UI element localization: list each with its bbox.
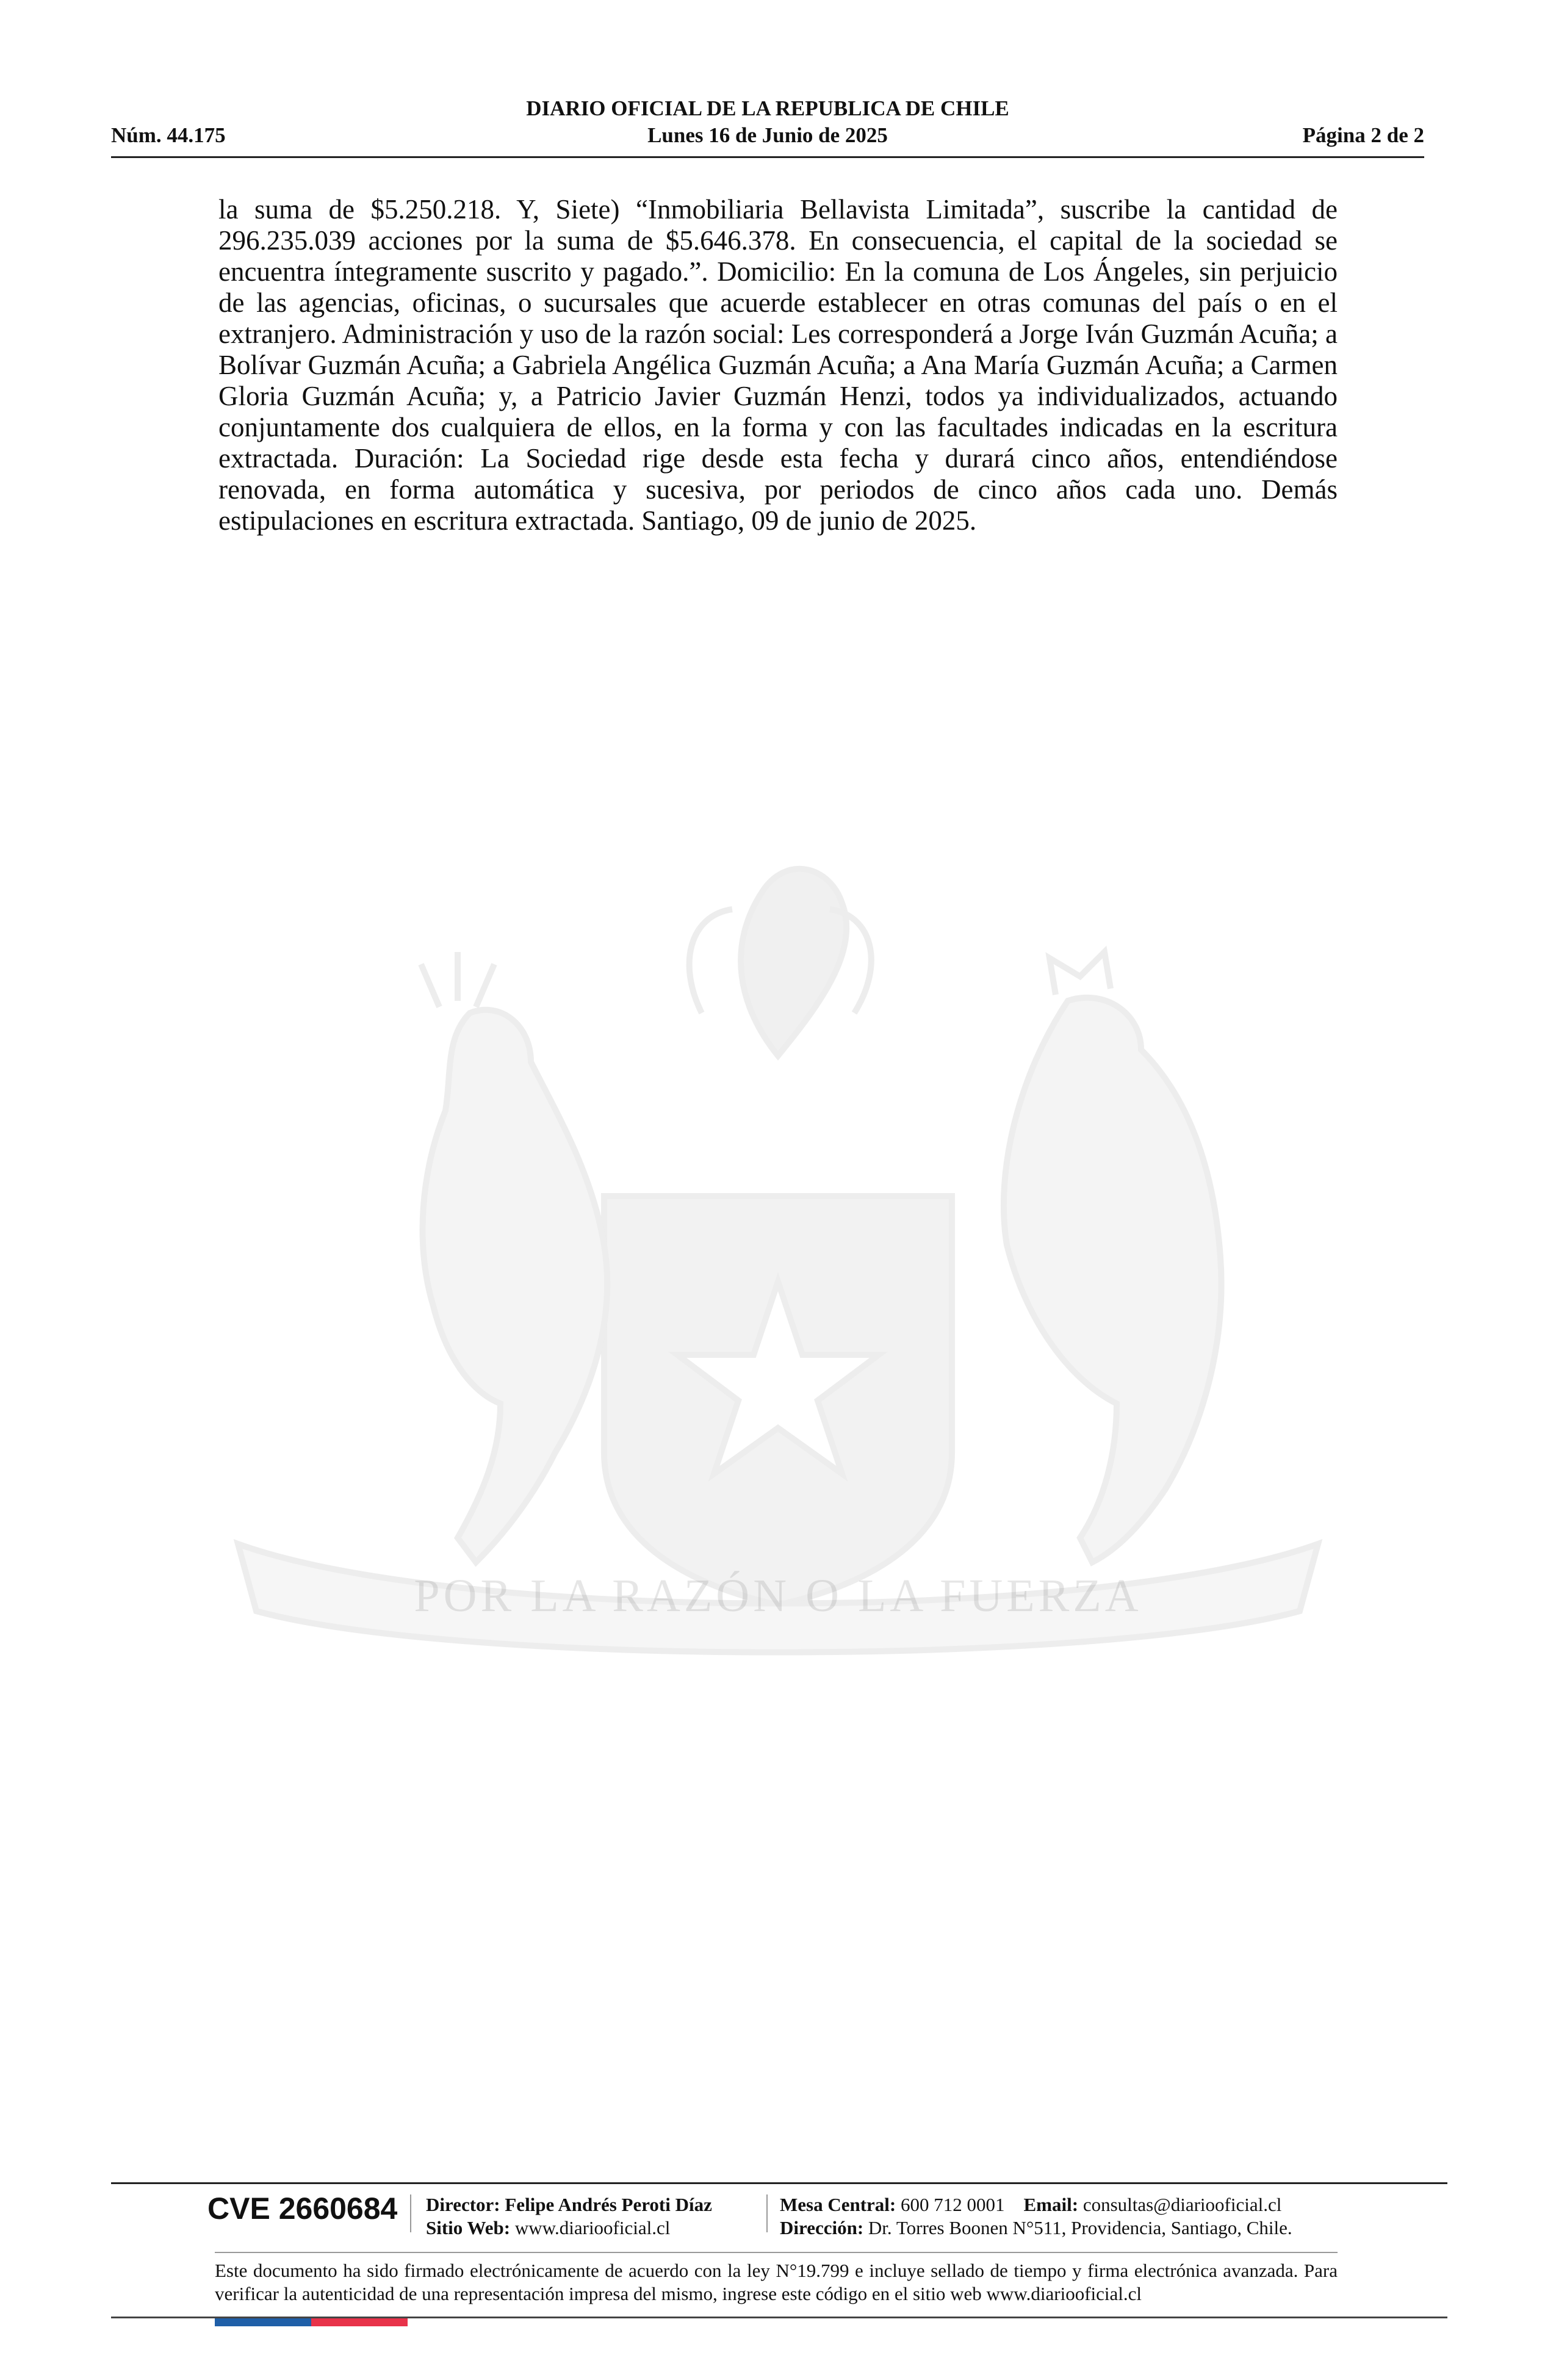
- footer-director-block: [426, 2193, 712, 2240]
- footer-separator: [410, 2194, 411, 2232]
- legal-notice: Este documento ha sido firmado electrónicamente de acuerdo con la ley N°19.799 e incluye sellado de tiempo y firma electrónica avanzada. Para verificar la autenticidad de una representación impresa del mismo, ingrese este código en el sitio web www.diariooficial.cl: [215, 2260, 1338, 2304]
- flag-stripe-blue: [215, 2318, 311, 2326]
- footer-contact-block: [780, 2193, 1292, 2240]
- newspaper-title: DIARIO OFICIAL DE LA REPUBLICA DE CHILE: [526, 96, 1009, 120]
- address-line: [780, 2216, 1292, 2240]
- cve-code: CVE 2660684: [207, 2191, 398, 2226]
- director-label: Director:: [426, 2194, 500, 2215]
- footer-separator: [766, 2194, 768, 2232]
- flag-stripe-red: [311, 2318, 408, 2326]
- director-name: Felipe Andrés Peroti Díaz: [505, 2194, 712, 2215]
- phone-label: Mesa Central:: [780, 2194, 896, 2215]
- website-link[interactable]: www.diariooficial.cl: [514, 2217, 671, 2238]
- page-header: [111, 96, 1424, 149]
- issue-date: Lunes 16 de Junio de 2025: [647, 123, 888, 147]
- chilean-coat-of-arms-icon: [238, 869, 1318, 1653]
- website-label: Sitio Web:: [426, 2217, 511, 2238]
- motto-text: POR LA RAZÓN O LA FUERZA: [414, 1570, 1142, 1621]
- footer-divider-top: [111, 2182, 1447, 2184]
- contact-line: [780, 2193, 1292, 2216]
- header-divider: [111, 156, 1424, 158]
- website-line: [426, 2216, 712, 2240]
- email-link[interactable]: consultas@diariooficial.cl: [1082, 2194, 1282, 2215]
- email-label: Email:: [1023, 2194, 1079, 2215]
- address-text: Dr. Torres Boonen N°511, Providencia, Santiago, Chile.: [868, 2217, 1292, 2238]
- page-number: Página 2 de 2: [1302, 123, 1424, 147]
- body-paragraph: la suma de $5.250.218. Y, Siete) “Inmobiliaria Bellavista Limitada”, suscribe la cantidad de 296.235.039 acciones por la suma de $5.646.378. En consecuencia, el capital de la sociedad se encuentra íntegramente suscrito y pagado.”. Domicilio: En la comuna de Los Ángeles, sin perjuicio de las agencias, oficinas, o sucursales que acuerde establecer en otras comunas del país o en el extranjero. Administración y uso de la razón social: Les corresponderá a Jorge Iván Guzmán Acuña; a Bolívar Guzmán Acuña; a Gabriela Angélica Guzmán Acuña; a Ana María Guzmán Acuña; a Carmen Gloria Guzmán Acuña; y, a Patricio Javier Guzmán Henzi, todos ya individualizados, actuando conjuntamente dos cualquiera de ellos, en la forma y con las facultades indicadas en la escritura extractada. Duración: La Sociedad rige desde esta fecha y durará cinco años, entendiéndose renovada, en forma automática y sucesiva, por periodos de cinco años cada uno. Demás estipulaciones en escritura extractada. Santiago, 09 de junio de 2025.: [218, 194, 1338, 536]
- coat-of-arms-watermark: [214, 854, 1342, 1672]
- address-label: Dirección:: [780, 2217, 864, 2238]
- issue-number: Núm. 44.175: [111, 123, 226, 147]
- director-line: [426, 2193, 712, 2216]
- footer-divider-mid: [215, 2252, 1338, 2253]
- phone-number: 600 712 0001: [901, 2194, 1005, 2215]
